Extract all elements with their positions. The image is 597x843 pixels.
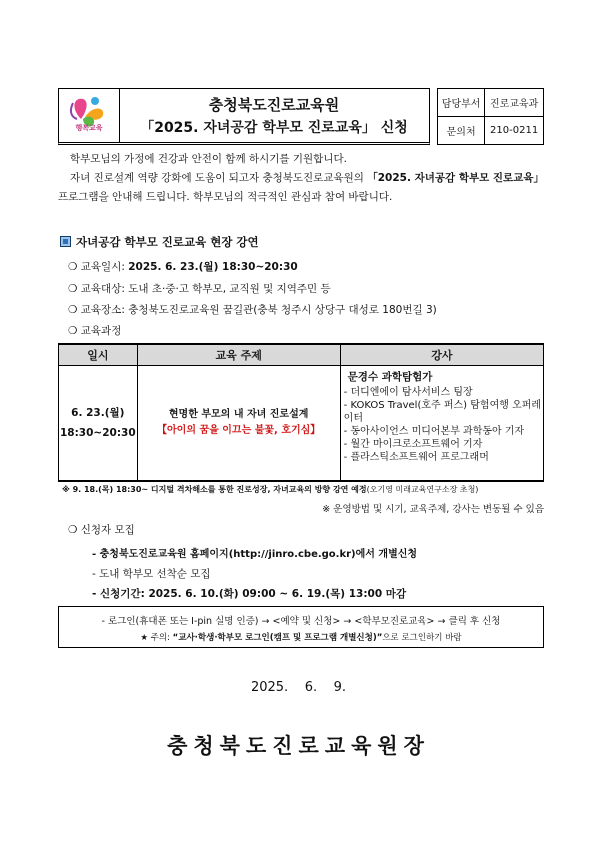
login-notice-box [58,606,544,648]
col-header-date: 일시 [59,344,138,366]
notice-line-1: - 로그인(휴대폰 또는 I-pin 실명 인증) → <예약 및 신청> → <학부모진로교육> → 클릭 후 신청 [101,616,501,627]
contact-meta-table [437,88,544,145]
cell-speaker [340,366,543,482]
intro-line-2 [58,169,544,207]
program-name: 「2025. 자녀공감 학부모 진로교육」 [367,172,544,184]
cell-datetime [59,366,138,482]
note-upcoming-bold: ※ 9. 18.(목) 18:30~ 디지털 격차해소를 통한 진로성장, 자녀교육의 방향 강연 예정 [62,485,367,494]
bullet-course [68,323,121,338]
bullet-location [68,302,437,317]
cell-time: 18:30~20:30 [60,427,136,439]
list-item: - 플라스틱소프트웨어 프로그래머 [343,452,489,463]
notice-login-type: “교사·학생·학부모 로그인(캠프 및 프로그램 개별신청)” [172,633,383,643]
section-title [60,234,259,250]
circle-bullet-icon: ❍ [68,325,78,337]
contact-value: 210-0211 [485,117,544,145]
logo [59,89,120,142]
note-upcoming-rest: (오기영 미래교육연구소장 초청) [366,485,479,494]
intro-paragraph [58,150,544,207]
apply-item-homepage: - 충청북도진로교육원 홈페이지(http://jinro.cbe.go.kr)에서 개별신청 [92,549,418,560]
header-box [58,88,430,145]
circle-bullet-icon: ❍ [68,304,78,316]
intro-line-1: 학부모님의 가정에 건강과 안전이 함께 하시기를 기원합니다. [70,153,347,165]
signature-title: 충청북도진로교육원장 [167,733,430,758]
bullet-label: 교육과정 [80,325,122,337]
circle-bullet-icon: ❍ [68,261,78,273]
bullet-apply [68,522,135,537]
list-item: - 더디엔에이 탐사서비스 팀장 [343,387,473,398]
cell-date: 6. 23.(월) [71,407,125,419]
dept-label: 담당부서 [438,89,485,117]
list-item: - KOKOS Travel(호주 퍼스) 탐험여행 오퍼레이터 [343,400,542,424]
table-header-row [59,344,544,366]
col-header-topic: 교육 주제 [137,344,340,366]
happy-education-logo-icon [59,89,117,141]
speaker-name: 문경수 과학탐험가 [347,371,433,383]
intro-line-2a: 자녀 진로설계 역량 강화에 도움이 되고자 충청북도진로교육원의 [70,172,368,184]
bullet-label: 교육장소: 충청북도진로교육원 꿈길관(충북 청주시 상당구 대성로 180번길 3) [80,304,437,316]
list-item: - 동아사이언스 미디어본부 과학동아 기자 [343,426,525,437]
schedule-table [58,343,544,482]
notice-rest: 으로 로그인하기 바람 [382,633,462,643]
dept-value: 진로교육과 [485,89,544,117]
issue-date: 2025. 6. 9. [250,680,347,695]
org-title: 충청북도진로교육원 [208,96,340,114]
note-upcoming [62,484,552,495]
bullet-label: 교육대상: 도내 초·중·고 학부모, 교직원 및 지역주민 등 [80,283,331,295]
circle-bullet-icon: ❍ [68,283,78,295]
apply-item-first-come: - 도내 학부모 선착순 모집 [92,568,211,580]
bullet-target [68,281,331,296]
logo-text: 행복교육 [75,124,103,132]
bullet-value: 2025. 6. 23.(월) 18:30~20:30 [128,261,298,273]
circle-bullet-icon: ❍ [68,524,78,536]
apply-title: 신청자 모집 [80,524,135,536]
bullet-datetime [68,259,298,274]
notice-line-2 [59,631,543,643]
speaker-details [342,384,542,466]
apply-item-period: - 신청기간: 2025. 6. 10.(화) 09:00 ~ 6. 19.(목) 13:00 마감 [92,588,407,600]
doc-title: 「2025. 자녀공감 학부모 진로교육」 신청 [140,120,408,136]
bullet-label: 교육일시: [80,261,129,273]
topic-title: 현명한 부모의 내 자녀 진로설계 [168,409,309,420]
cell-topic [137,366,340,482]
header-title-area [119,89,429,142]
contact-label: 문의처 [438,117,485,145]
section-title-text: 자녀공감 학부모 진로교육 현장 강연 [76,235,259,249]
notice-caution: ★ 주의: [140,633,173,643]
intro-line-2c: 프로그램을 안내해 드립니다. 학부모님의 적극적인 관심과 참여 바랍니다. [58,191,393,203]
square-bullet-icon [60,236,71,247]
list-item: - 월간 마이크로소프트웨어 기자 [343,439,483,450]
table-row [59,366,544,482]
topic-subtitle: 【아이의 꿈을 이끄는 불꽃, 호기심】 [157,425,321,436]
note-change: ※ 운영방법 및 시기, 교육주제, 강사는 변동될 수 있음 [322,504,544,515]
col-header-speaker: 강사 [340,344,543,366]
